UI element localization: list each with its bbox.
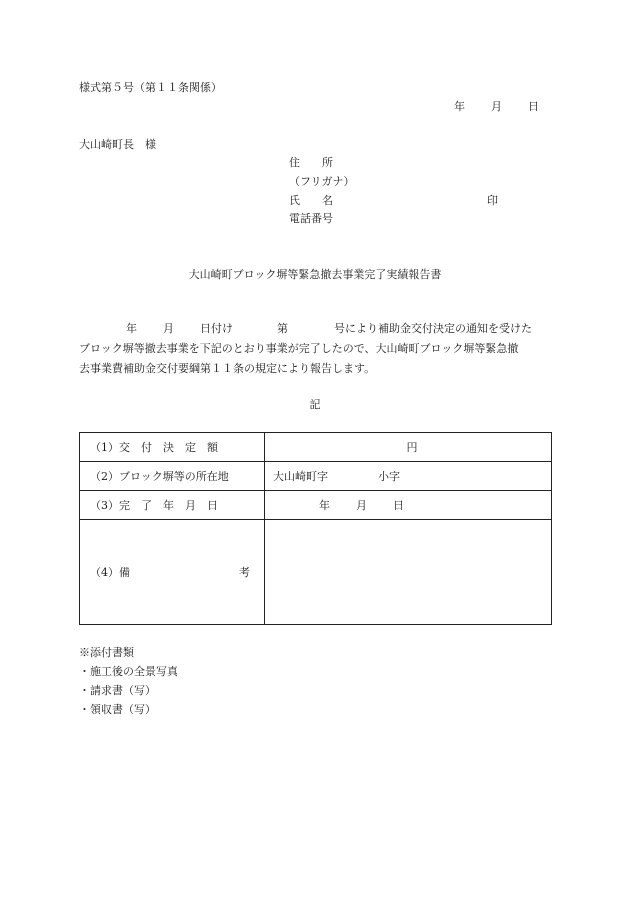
body-line-3: 去事業費補助金交付要綱第１１条の規定により報告します。	[79, 362, 376, 375]
row4-label-right: 考	[239, 566, 250, 579]
addressee: 大山崎町長 様	[79, 138, 156, 151]
row4-label	[80, 520, 265, 625]
row1-label: （1）交 付 決 定 額	[80, 433, 265, 462]
phone-label: 電話番号	[289, 212, 333, 225]
furigana-label: （フリガナ）	[289, 175, 355, 188]
header-date	[454, 100, 539, 114]
report-table	[79, 432, 552, 625]
row1-value[interactable]: 円	[265, 433, 552, 462]
date-day-label: 日	[528, 100, 539, 113]
table-row	[80, 462, 552, 491]
seal-mark: 印	[487, 194, 498, 207]
row2-label: （2）ブロック塀等の所在地	[80, 462, 265, 491]
row2-value[interactable]	[265, 462, 552, 491]
form-number: 様式第５号（第１１条関係）	[79, 81, 222, 94]
ki-heading: 記	[309, 398, 321, 411]
date-month-label: 月	[491, 100, 502, 113]
list-item: ・施工後の全景写真	[79, 665, 178, 678]
date-year-label: 年	[454, 100, 465, 113]
attachments-heading: ※添付書類	[79, 646, 134, 659]
body-month: 月	[163, 322, 174, 335]
list-item: ・領収書（写）	[79, 703, 156, 716]
body-rest: 号により補助金交付決定の通知を受けた	[334, 322, 532, 335]
row3-month: 月	[356, 499, 367, 512]
address-label: 住 所	[289, 156, 333, 169]
body-year: 年	[126, 322, 137, 335]
row2-town: 大山崎町字	[273, 470, 328, 483]
row3-value[interactable]	[265, 491, 552, 520]
row4-label-left: （4）備	[90, 566, 130, 579]
row3-day: 日	[393, 499, 404, 512]
table-row	[80, 520, 552, 625]
list-item: ・請求書（写）	[79, 684, 156, 697]
row2-sub: 小字	[378, 470, 400, 483]
body-line-1	[126, 322, 532, 336]
body-no: 第	[277, 322, 288, 335]
body-line-2: ブロック塀等撤去事業を下記のとおり事業が完了したので、大山崎町ブロック塀等緊急撤	[79, 342, 519, 355]
document-title: 大山崎町ブロック塀等緊急撤去事業完了実績報告書	[188, 268, 442, 281]
name-label: 氏 名	[289, 194, 333, 207]
row4-value[interactable]	[265, 520, 552, 625]
row3-label: （3）完 了 年 月 日	[80, 491, 265, 520]
row3-year: 年	[319, 499, 330, 512]
table-row	[80, 433, 552, 462]
body-day: 日付け	[200, 322, 233, 335]
table-row	[80, 491, 552, 520]
